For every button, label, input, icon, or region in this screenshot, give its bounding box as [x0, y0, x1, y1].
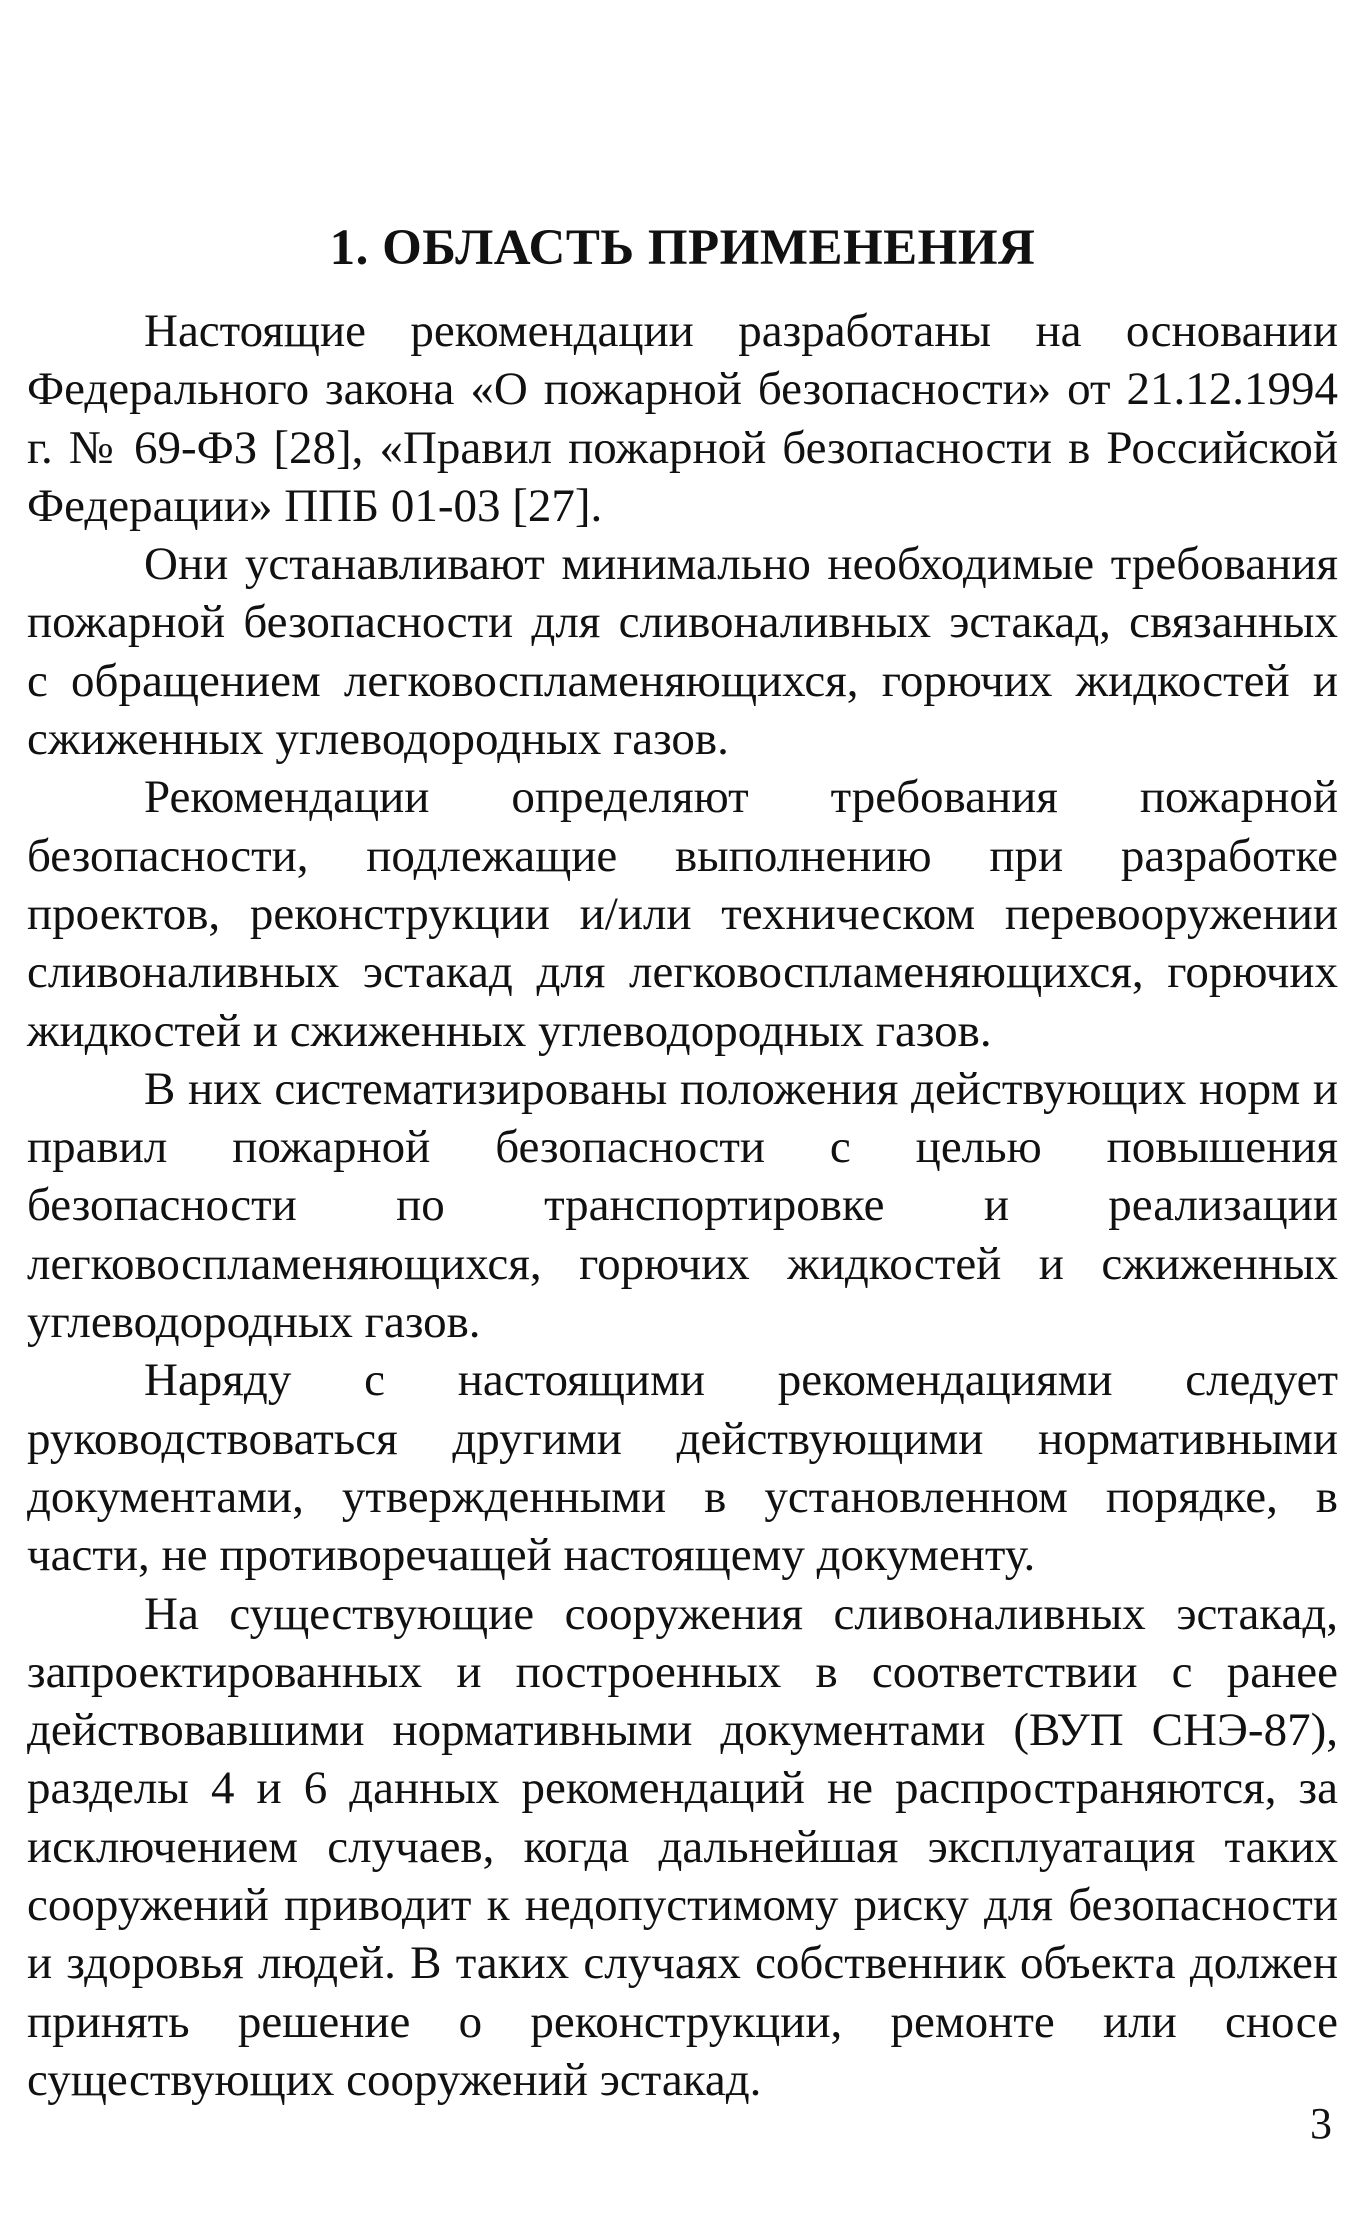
page-number: 3 — [1310, 2099, 1332, 2148]
paragraph-6: На существующие сооружения сливоналивных эстакад, запроектированных и построенных в соответствии с ранее действовавшими нормативными документами (ВУП СНЭ-87), разделы 4 и 6 данных рекомендаций не распространяются, за исключением случаев, когда дальнейшая эксплуатация таких сооружений приводит к недопустимому риску для безопасности и здоровья людей. В таких случаях собственник объекта должен принять решение о реконструкции, ремонте или сносе существующих сооружений эстакад. — [27, 1587, 1338, 2106]
paragraph-4: В них систематизированы положения действующих норм и правил пожарной безопасности с целью повышения безопасности по транспортировке и реализации легковоспламеняющихся, горючих жидкостей и сжиженных углеводородных газов. — [27, 1062, 1338, 1349]
body-text — [27, 302, 1338, 2109]
document-page — [27, 0, 1338, 2214]
paragraph-5: Наряду с настоящими рекомендациями следует руководствоваться другими действующими нормативными документами, утвержденными в установленном порядке, в части, не противоречащей настоящему документу. — [27, 1354, 1338, 1582]
paragraph-3: Рекомендации определяют требования пожарной безопасности, подлежащие выполнению при разработке проектов, реконструкции и/или техническом перевооружении сливоналивных эстакад для легковоспламеняющихся, горючих жидкостей и сжиженных углеводородных газов. — [27, 771, 1338, 1057]
paragraph-1: Настоящие рекомендации разработаны на основании Федерального закона «О пожарной безопасности» от 21.12.1994 г. № 69-ФЗ [28], «Правил пожарной безопасности в Российской Федерации» ППБ 01-03 [27]. — [27, 305, 1338, 532]
paragraph-2: Они устанавливают минимально необходимые требования пожарной безопасности для сливоналивных эстакад, связанных с обращением легковоспламеняющихся, горючих жидкостей и сжиженных углеводородных газов. — [27, 538, 1338, 766]
section-title: 1. ОБЛАСТЬ ПРИМЕНЕНИЯ — [329, 220, 1036, 276]
